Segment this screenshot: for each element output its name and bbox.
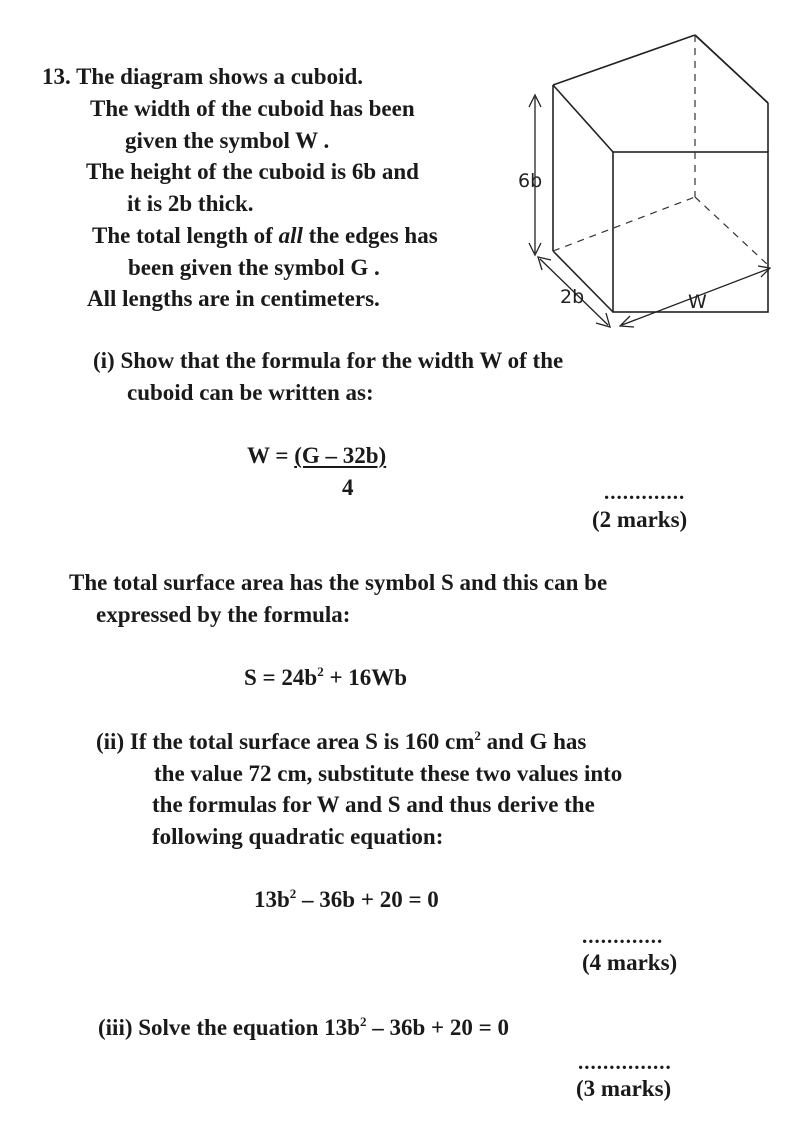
part2-line-1: [96, 728, 586, 759]
cuboid-top-right-edge-2: [695, 35, 768, 103]
surface-line-1: The total surface area has the symbol S and this can be: [69, 570, 608, 595]
part2-marks: (4 marks): [582, 950, 678, 975]
edges-line-2: been given the symbol G .: [128, 255, 380, 280]
part2-line-2: the value 72 cm, substitute these two values into: [154, 761, 623, 786]
part3-exponent: 2: [359, 1014, 367, 1029]
cuboid-hidden-bottom-edge: [553, 197, 695, 251]
intro-text-2: The width of the cuboid has been: [90, 96, 415, 121]
question-intro-line-1: [42, 63, 363, 91]
width-formula: [247, 442, 386, 470]
part2-answer-line: .............: [582, 924, 664, 948]
cuboid-diagram: [510, 25, 800, 335]
part2-line-4: following quadratic equation:: [152, 824, 444, 849]
question-number: 13.: [42, 64, 71, 89]
quadratic-exponent: 2: [289, 886, 297, 901]
height-label: 6b: [518, 170, 543, 192]
part2-line-1-a: (ii) If the total surface area S is 160 cm: [96, 729, 475, 754]
intro-text-4: The height of the cuboid is 6b and: [86, 159, 419, 184]
surface-line-2: expressed by the formula:: [96, 602, 351, 627]
part3-text-a: (iii) Solve the equation 13b: [98, 1015, 360, 1040]
intro-text-5: it is 2b thick.: [127, 191, 254, 216]
part2-line-3: the formulas for W and S and thus derive the: [152, 792, 595, 817]
part1-line-1: (i) Show that the formula for the width W of the: [93, 348, 564, 373]
edges-text-pre: The total length of: [92, 223, 279, 248]
quadratic-part-b: – 36b + 20 = 0: [296, 887, 439, 912]
units-line: All lengths are in centimeters.: [87, 286, 380, 311]
part3-text-b: – 36b + 20 = 0: [366, 1015, 509, 1040]
quadratic-equation: [254, 886, 439, 917]
width-formula-denominator: 4: [342, 475, 354, 500]
part1-marks: (2 marks): [592, 507, 688, 532]
surface-formula: [244, 664, 407, 695]
part1-line-2: cuboid can be written as:: [127, 380, 374, 405]
intro-text-3: given the symbol W .: [125, 128, 330, 153]
cuboid-hidden-side-edge: [695, 197, 768, 265]
edges-text-post: the edges has: [302, 223, 438, 248]
part1-answer-line: .............: [604, 480, 686, 504]
quadratic-part-a: 13b: [254, 887, 290, 912]
part2-line-1-exponent: 2: [474, 728, 481, 743]
intro-text-1: The diagram shows a cuboid.: [76, 64, 364, 89]
cuboid-front-face: [613, 152, 768, 312]
part3-marks: (3 marks): [576, 1076, 672, 1101]
edges-line-1: [92, 222, 438, 250]
part2-line-1-b: and G has: [480, 729, 587, 754]
part3-answer-line: ...............: [578, 1050, 672, 1074]
width-formula-numerator: (G – 32b): [294, 443, 387, 468]
surface-formula-exponent: 2: [317, 664, 324, 679]
surface-formula-part-a: S = 24b: [244, 665, 318, 690]
width-formula-lhs: W =: [247, 443, 295, 468]
edges-text-emphasis: all: [278, 223, 303, 248]
thickness-label: 2b: [560, 286, 585, 308]
surface-formula-part-b: + 16Wb: [323, 665, 408, 690]
width-label: W: [688, 291, 707, 313]
part3-line: [98, 1014, 509, 1045]
cuboid-top-left-edge: [553, 85, 613, 152]
cuboid-top-back-edge: [553, 35, 695, 85]
